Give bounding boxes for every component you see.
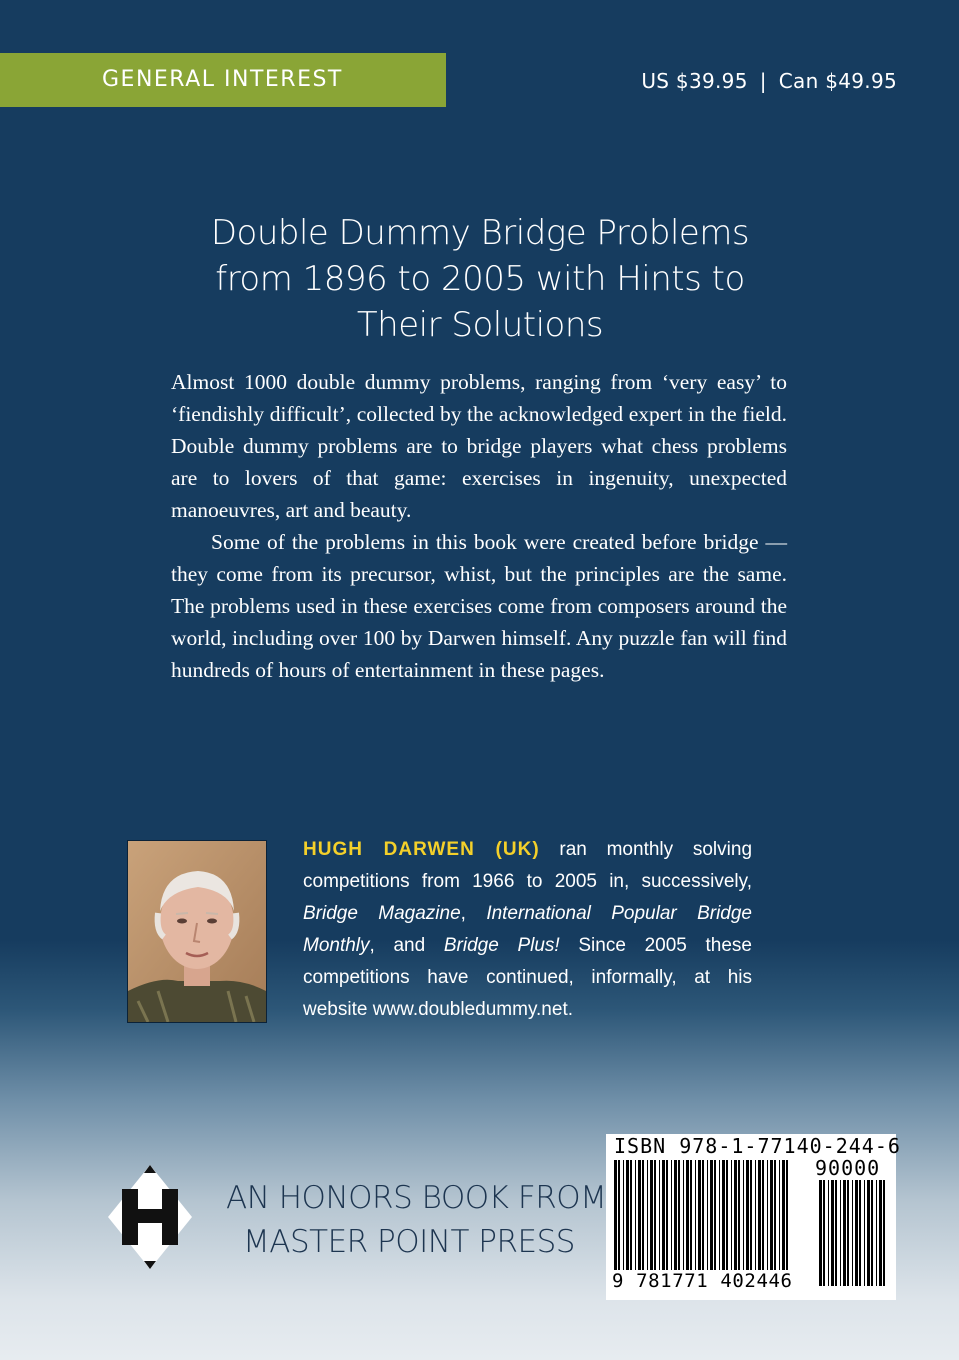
title-line-3: Their Solutions	[356, 305, 604, 345]
author-bio	[303, 834, 752, 1026]
bio-text-2: Since 2005 these competitions have continued, informally, at his website www.doubledummy.net.	[303, 935, 752, 1020]
bio-separator-2: , and	[369, 935, 444, 956]
description-paragraph-2: Some of the problems in this book were created before bridge — they come from its precursor, whist, but the principles are the same. The problems used in these exercises come from composers around the world, including over 100 by Darwen himself. Any puzzle fan will find hundreds of hours of entertainment in these pages.	[171, 530, 787, 682]
price-code: 90000	[815, 1156, 881, 1180]
book-title	[140, 210, 820, 348]
magazine-title-2: International Popular Bridge Monthly	[303, 903, 753, 956]
title-line-1: Double Dummy Bridge Problems	[210, 213, 750, 253]
title-line-2: from 1896 to 2005 with Hints to	[215, 259, 745, 299]
description-paragraph-1: Almost 1000 double dummy problems, ranging from ‘very easy’ to ‘fiendishly difficult’, collected by the acknowledged expert in the field. Double dummy problems are to bridge players what chess problems are to lovers of that game: exercises in ingenuity, unexpected manoeuvres, art and beauty.	[171, 370, 787, 522]
bio-text-1: ran monthly solving competitions from 1966 to 2005 in, successively,	[303, 839, 753, 892]
publisher-line-1: AN HONORS BOOK FROM	[226, 1180, 607, 1216]
publisher-imprint	[226, 1176, 606, 1264]
magazine-title-1: Bridge Magazine	[303, 903, 461, 924]
price-separator: |	[759, 69, 767, 93]
isbn-text: ISBN 978-1-77140-244-6	[614, 1134, 901, 1158]
addon-barcode	[817, 1180, 890, 1286]
author-photo	[127, 840, 267, 1023]
price-can: Can $49.95	[778, 69, 897, 93]
barcode-digits: 9 781771 402446	[612, 1270, 793, 1292]
magazine-title-3: Bridge Plus!	[443, 935, 560, 956]
price-line	[641, 68, 897, 94]
publisher-line-2: MASTER POINT PRESS	[243, 1224, 575, 1260]
author-name: HUGH DARWEN (UK)	[303, 839, 540, 860]
book-description	[171, 366, 787, 686]
category-label: GENERAL INTEREST	[102, 67, 343, 92]
bio-separator-1: ,	[460, 903, 487, 924]
price-us: US $39.95	[641, 69, 748, 93]
honors-h-diamond-logo-icon	[108, 1165, 192, 1269]
ean-barcode	[612, 1160, 792, 1274]
